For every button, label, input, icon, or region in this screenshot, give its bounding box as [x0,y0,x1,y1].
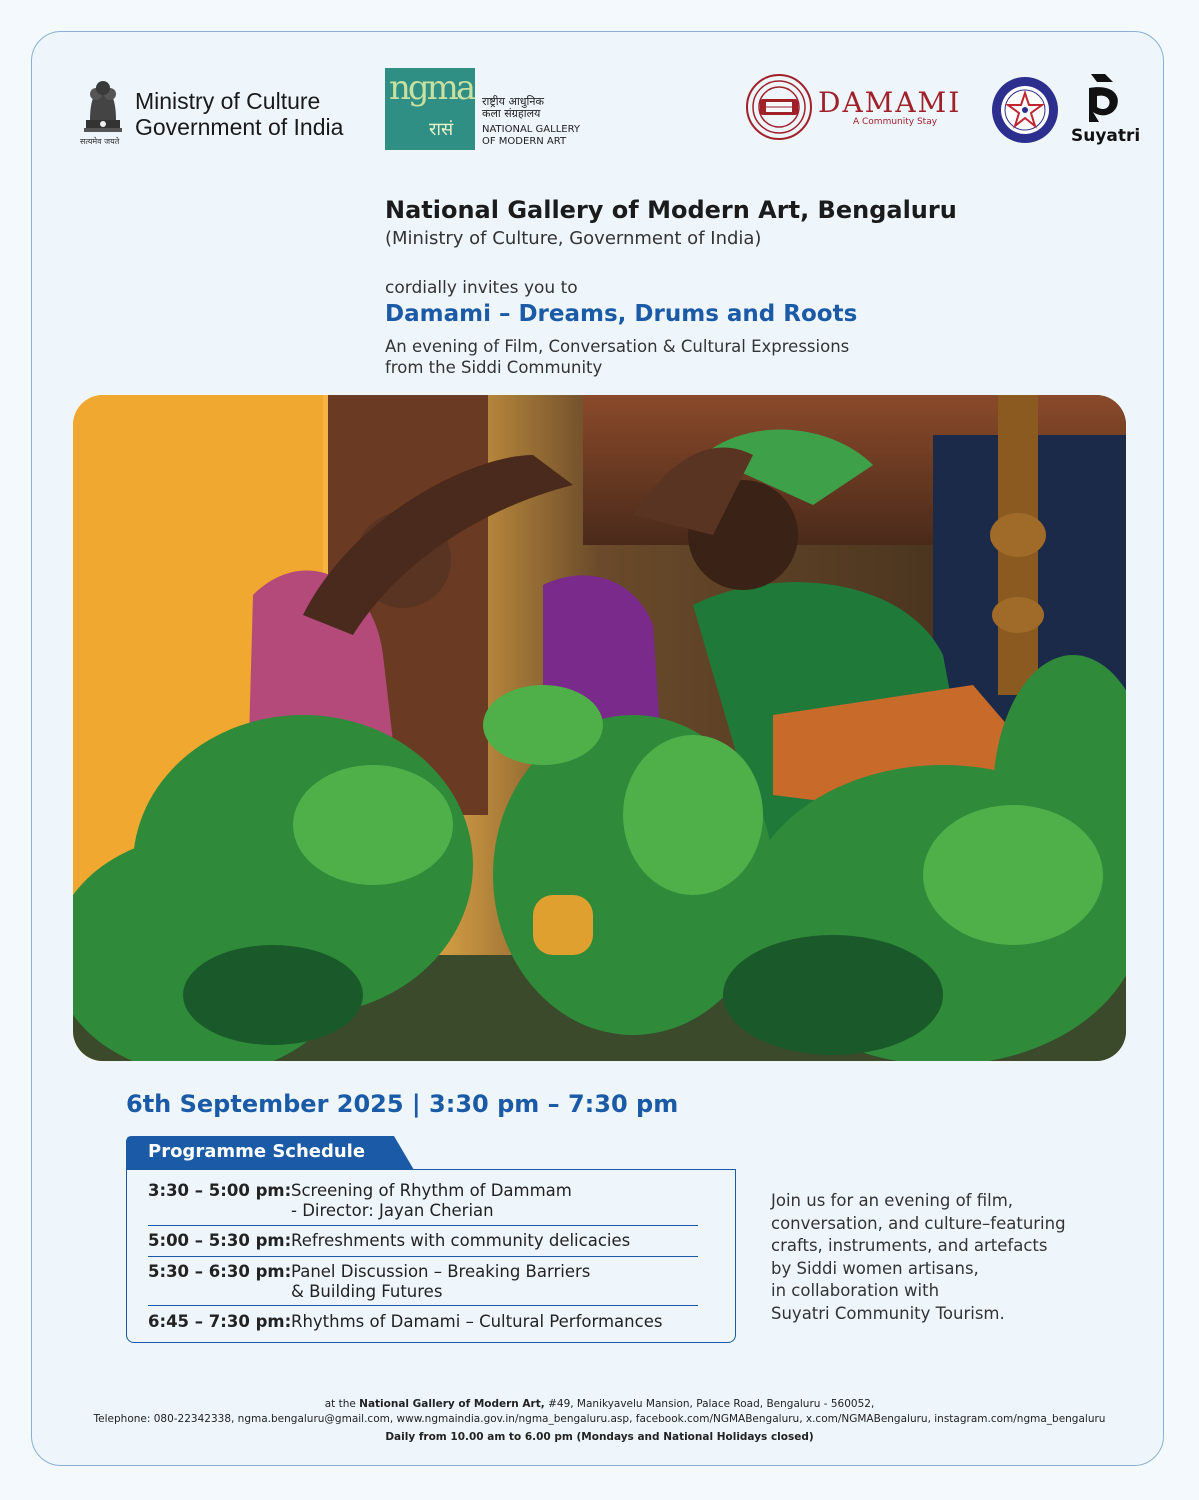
footer-address: at the National Gallery of Modern Art, #49, Manikyavelu Mansion, Palace Road, Bengaluru - 560052, [324,1398,875,1410]
footer-contacts: Telephone: 080-22342338, ngma.bengaluru@gmail.com, www.ngmaindia.gov.in/ngma_bengaluru.asp, facebook.com/NGMABengaluru, x.com/NGMABengaluru, instagram.com/ngma_bengaluru [93,1413,1106,1425]
schedule-divider [148,1256,698,1257]
schedule-row: 3:30 – 5:00 pm: Screening of Rhythm of Dammam - Director: Jayan Cherian [148,1181,572,1220]
emblem-motto: सत्यमेव जयते [80,137,120,146]
schedule-row: 5:00 – 5:30 pm: Refreshments with community delicacies [148,1231,631,1250]
suyatri-wordmark: Suyatri [1071,126,1141,146]
footer-hours: Daily from 10.00 am to 6.00 pm (Mondays and National Holidays closed) [385,1431,814,1443]
organisation-subtitle: (Ministry of Culture, Government of India) [385,228,762,249]
ngma-logo [385,68,475,150]
event-title: Damami – Dreams, Drums and Roots [385,301,858,327]
event-description: An evening of Film, Conversation & Cultural Expressions from the Siddi Community [385,337,850,377]
ashoka-emblem-icon [80,72,126,146]
suyatri-logo-icon [1083,72,1123,124]
schedule-divider [148,1305,698,1306]
schedule-row: 6:45 – 7:30 pm: Rhythms of Damami – Cultural Performances [148,1312,663,1331]
ngma-logo-hindi-mark: रासं [429,119,454,140]
event-date-time: 6th September 2025 | 3:30 pm – 7:30 pm [126,1090,679,1118]
join-us-paragraph: Join us for an evening of film, conversation, and culture–featuring crafts, instruments, and artefacts by Siddi women artisans, in collaboration with Suyatri Community Tourism. [771,1191,1066,1323]
ngma-logo-mark: ngma [389,68,474,108]
damami-wordmark: DAMAMI [818,86,962,119]
organisation-seal-icon [990,75,1060,145]
ministry-of-culture-text: Ministry of Culture Government of India [135,88,344,140]
invitation-line: cordially invites you to [385,278,578,298]
schedule-box-top-edge [410,1169,736,1170]
schedule-divider [148,1225,698,1226]
siddi-dancers-photo [73,395,1126,1061]
damami-tagline: A Community Stay [853,117,938,127]
ngma-name: राष्ट्रीय आधुनिक कला संग्रहालय NATIONAL GALLERY OF MODERN ART [482,95,581,147]
schedule-heading: Programme Schedule [148,1141,366,1162]
schedule-row: 5:30 – 6:30 pm: Panel Discussion – Breaking Barriers & Building Futures [148,1262,591,1301]
damami-drum-icon [744,72,814,142]
organisation-title: National Gallery of Modern Art, Bengaluru [385,196,957,224]
